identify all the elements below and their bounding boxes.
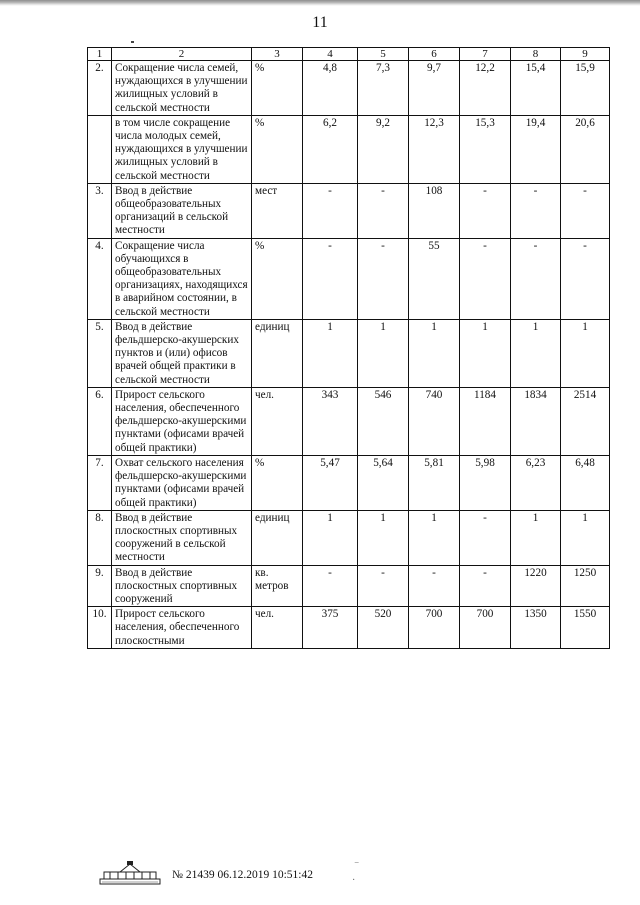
table-row — [88, 607, 610, 649]
indicator-name: Сокращение числа обучающихся в общеобразовательных организациях, находящихся в аварийном состоянии, в сельской местности — [112, 238, 252, 319]
year-value: 5,98 — [460, 455, 511, 510]
table-row — [88, 387, 610, 455]
scan-speck — [131, 41, 134, 43]
year-value: 700 — [409, 607, 460, 649]
year-value: 6,2 — [303, 115, 358, 183]
table-row — [88, 183, 610, 238]
government-building-seal-icon — [98, 860, 162, 886]
year-value: 19,4 — [511, 115, 561, 183]
year-value: - — [460, 183, 511, 238]
indicator-name: в том числе сокращение числа молодых семей, нуждающихся в улучшении жилищных условий в сельской местности — [112, 115, 252, 183]
year-value: 700 — [460, 607, 511, 649]
indicator-name: Прирост сельского населения, обеспеченного фельдшерско-акушерскими пунктами (офисами врачей общей практики) — [112, 387, 252, 455]
year-value: 20,6 — [561, 115, 610, 183]
year-value: 5,47 — [303, 455, 358, 510]
year-value: 6,48 — [561, 455, 610, 510]
document-footer — [98, 860, 518, 890]
year-value: 9,2 — [358, 115, 409, 183]
year-value: 1184 — [460, 387, 511, 455]
year-value: 4,8 — [303, 61, 358, 116]
year-value: 12,2 — [460, 61, 511, 116]
year-value: 12,3 — [409, 115, 460, 183]
unit-of-measure: % — [252, 238, 303, 319]
year-value: 55 — [409, 238, 460, 319]
year-value: 2514 — [561, 387, 610, 455]
year-value: - — [511, 183, 561, 238]
year-value: 1 — [303, 510, 358, 565]
year-value: 343 — [303, 387, 358, 455]
row-number: 5. — [88, 319, 112, 387]
unit-of-measure: единиц — [252, 319, 303, 387]
scan-top-edge — [0, 0, 640, 6]
year-value: 15,4 — [511, 61, 561, 116]
year-value: - — [358, 565, 409, 607]
row-number: 6. — [88, 387, 112, 455]
year-value: 1350 — [511, 607, 561, 649]
year-value: 1 — [358, 510, 409, 565]
year-value: 1834 — [511, 387, 561, 455]
year-value: 1 — [460, 319, 511, 387]
year-value: - — [303, 183, 358, 238]
year-value: 5,64 — [358, 455, 409, 510]
year-value: - — [511, 238, 561, 319]
unit-of-measure: % — [252, 61, 303, 116]
year-value: 520 — [358, 607, 409, 649]
year-value: 6,23 — [511, 455, 561, 510]
unit-of-measure: чел. — [252, 607, 303, 649]
row-number: 4. — [88, 238, 112, 319]
header-cell: 3 — [252, 48, 303, 61]
year-value: - — [358, 183, 409, 238]
unit-of-measure: % — [252, 455, 303, 510]
year-value: 1 — [303, 319, 358, 387]
year-value: 1 — [358, 319, 409, 387]
year-value: 7,3 — [358, 61, 409, 116]
year-value: - — [561, 183, 610, 238]
scan-artifact: ‾ — [355, 863, 359, 874]
year-value: 546 — [358, 387, 409, 455]
row-number: 10. — [88, 607, 112, 649]
indicator-name: Охват сельского населения фельдшерско-акушерскими пунктами (офисами врачей общей практики) — [112, 455, 252, 510]
header-cell: 4 — [303, 48, 358, 61]
indicator-name: Ввод в действие фельдшерско-акушерских пунктов и (или) офисов врачей общей практики в сельской местности — [112, 319, 252, 387]
registration-stamp-text: № 21439 06.12.2019 10:51:42 — [172, 869, 313, 881]
indicator-name: Ввод в действие плоскостных спортивных сооружений в сельской местности — [112, 510, 252, 565]
year-value: 1 — [511, 510, 561, 565]
indicator-name: Сокращение числа семей, нуждающихся в улучшении жилищных условий в сельской местности — [112, 61, 252, 116]
table-header-row — [88, 48, 610, 61]
year-value: 5,81 — [409, 455, 460, 510]
row-number — [88, 115, 112, 183]
year-value: 1250 — [561, 565, 610, 607]
year-value: - — [303, 238, 358, 319]
row-number: 2. — [88, 61, 112, 116]
year-value: - — [460, 238, 511, 319]
year-value: 375 — [303, 607, 358, 649]
year-value: - — [460, 510, 511, 565]
year-value: 1220 — [511, 565, 561, 607]
unit-of-measure: единиц — [252, 510, 303, 565]
header-cell: 2 — [112, 48, 252, 61]
page-number: 11 — [312, 14, 328, 31]
year-value: 740 — [409, 387, 460, 455]
year-value: 108 — [409, 183, 460, 238]
header-cell: 9 — [561, 48, 610, 61]
year-value: - — [561, 238, 610, 319]
year-value: 15,9 — [561, 61, 610, 116]
table-row — [88, 319, 610, 387]
year-value: 1 — [409, 510, 460, 565]
year-value: 1 — [561, 319, 610, 387]
year-value: 1 — [561, 510, 610, 565]
year-value: - — [460, 565, 511, 607]
table-row — [88, 238, 610, 319]
year-value: 1550 — [561, 607, 610, 649]
header-cell: 7 — [460, 48, 511, 61]
header-cell: 8 — [511, 48, 561, 61]
row-number: 7. — [88, 455, 112, 510]
header-cell: 1 — [88, 48, 112, 61]
table-row — [88, 510, 610, 565]
unit-of-measure: мест — [252, 183, 303, 238]
year-value: - — [358, 238, 409, 319]
row-number: 9. — [88, 565, 112, 607]
unit-of-measure: чел. — [252, 387, 303, 455]
unit-of-measure: % — [252, 115, 303, 183]
header-cell: 5 — [358, 48, 409, 61]
header-cell: 6 — [409, 48, 460, 61]
year-value: 1 — [511, 319, 561, 387]
indicator-name: Ввод в действие общеобразовательных организаций в сельской местности — [112, 183, 252, 238]
year-value: - — [409, 565, 460, 607]
indicators-table — [87, 47, 610, 649]
indicator-name: Прирост сельского населения, обеспеченного плоскостными — [112, 607, 252, 649]
unit-of-measure: кв. метров — [252, 565, 303, 607]
year-value: 15,3 — [460, 115, 511, 183]
row-number: 3. — [88, 183, 112, 238]
table-row — [88, 61, 610, 116]
table-row — [88, 455, 610, 510]
table-row — [88, 115, 610, 183]
scan-artifact: · — [352, 875, 356, 886]
table-row — [88, 565, 610, 607]
year-value: - — [303, 565, 358, 607]
year-value: 1 — [409, 319, 460, 387]
year-value: 9,7 — [409, 61, 460, 116]
row-number: 8. — [88, 510, 112, 565]
indicator-name: Ввод в действие плоскостных спортивных сооружений — [112, 565, 252, 607]
